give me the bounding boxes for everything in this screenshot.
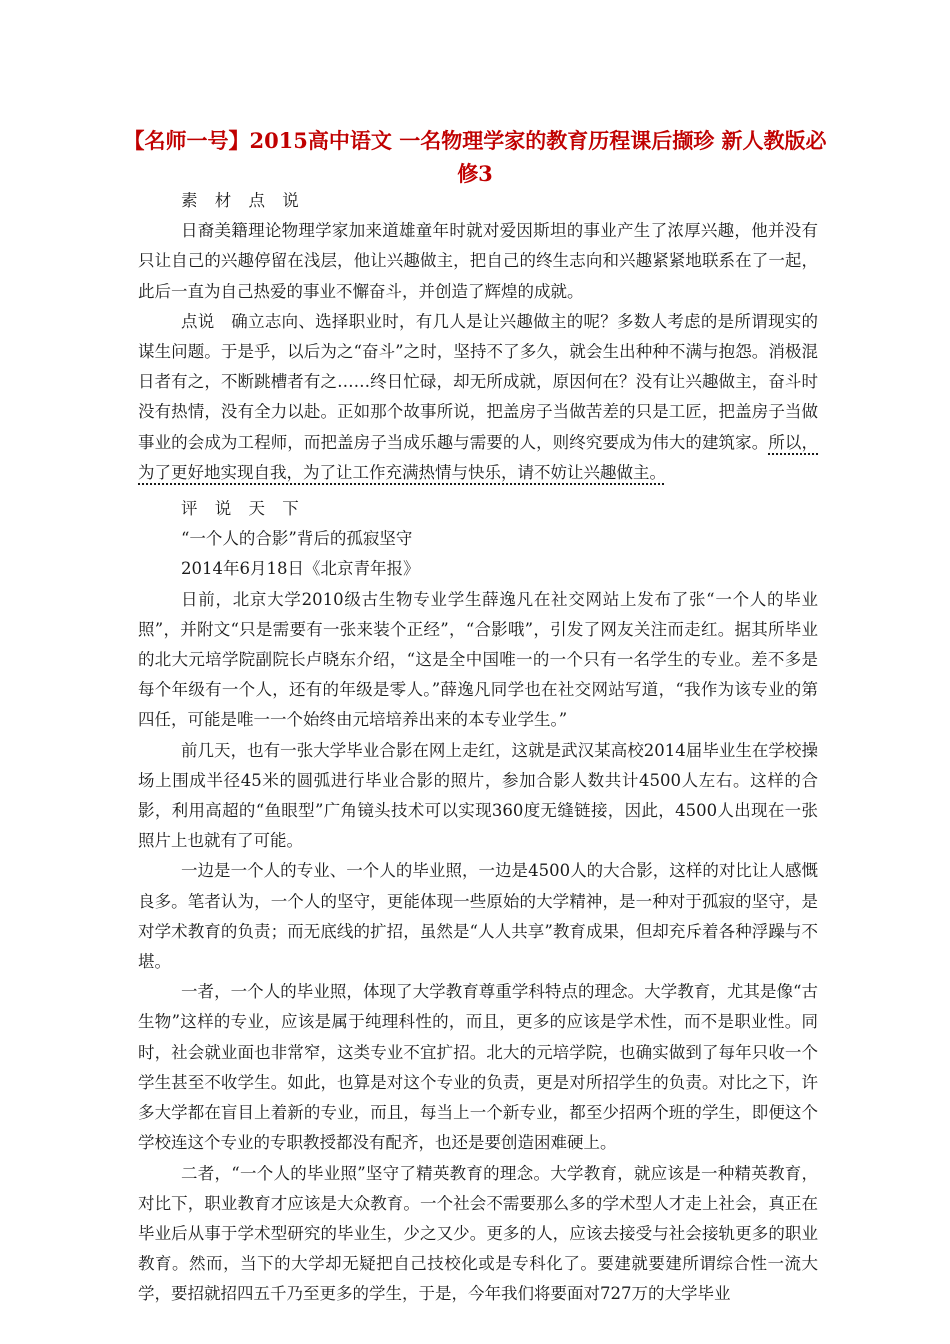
material-paragraph: 日裔美籍理论物理学家加来道雄童年时就对爱因斯坦的事业产生了浓厚兴趣，他并没有只让自己的兴趣停留在浅层，他让兴趣做主，把自己的终生志向和兴趣紧紧地联系在了一起，此后一直为自己热爱的事业不懈奋斗，并创造了辉煌的成就。 [138,221,818,301]
article-source: 2014年6月18日《北京青年报》 [181,559,420,579]
article-paragraph: 日前，北京大学2010级古生物专业学生薛逸凡在社交网站上发布了张“一个人的毕业照”，并附文“只是需要有一张来装个正经”，“合影哦”，引发了网友关注而走红。据其所毕业的北大元培学院副院长卢晓东介绍，“这是全中国唯一的一个只有一名学生的专业。差不多是每个年级有一个人，还有的年级是零人。”薛逸凡同学也在社交网站写道，“我作为该专业的第四任，可能是唯一一个始终由元培培养出来的本专业学生。” [138,589,818,730]
article-paragraph: 一边是一个人的专业、一个人的毕业照，一边是4500人的大合影，这样的对比让人感慨良多。笔者认为，一个人的坚守，更能体现一些原始的大学精神，是一种对于孤寂的坚守，是对学术教育的负责；而无底线的扩招，虽然是“人人共享”教育成果，但却充斥着各种浮躁与不堪。 [138,861,818,972]
article-paragraph: 二者，“一个人的毕业照”坚守了精英教育的理念。大学教育，就应该是一种精英教育，对比下，职业教育才应该是大众教育。一个社会不需要那么多的学术型人才走上社会，真正在毕业后从事于学术型研究的毕业生，少之又少。更多的人，应该去接受与社会接轨更多的职业教育。然而，当下的大学却无疑把自己技校化或是专科化了。要建就要建所谓综合性一流大学，要招就招四五千乃至更多的学生，于是，今年我们将要面对727万的大学毕业 [138,1163,818,1304]
commentary-text: 点说 确立志向、选择职业时，有几人是让兴趣做主的呢？多数人考虑的是所谓现实的谋生问题。于是乎，以后为之“奋斗”之时，坚持不了多久，就会生出种种不满与抱怨。消极混日者有之，不断跳槽者有之……终日忙碌，却无所成就，原因何在？没有让兴趣做主，奋斗时没有热情，没有全力以赴。正如那个故事所说，把盖房子当做苦差的只是工匠，把盖房子当做事业的会成为工程师，而把盖房子当成乐趣与需要的人，则终究要成为伟大的建筑家。 [138,311,818,452]
article-paragraph: 一者，一个人的毕业照，体现了大学教育尊重学科特点的理念。大学教育，尤其是像“古生物”这样的专业，应该是属于纯理科性的，而且，更多的应该是学术性，而不是职业性。同时，社会就业面也非常窄，这类专业不宜扩招。北大的元培学院，也确实做到了每年只收一个学生甚至不收学生。如此，也算是对这个专业的负责，更是对所招学生的负责。对比之下，许多大学都在盲目上着新的专业，而且，每当上一个新专业，都至少招两个班的学生，即便这个学校连这个专业的专职教授都没有配齐，也还是要创造困难硬上。 [138,982,818,1153]
document-title: 【名师一号】2015高中语文 一名物理学家的教育历程课后撷珍 新人教版必修3 [123,128,827,186]
commentary-emphasis: 所以，为了更好地实现自我，为了让工作充满热情与快乐，请不妨让兴趣做主。 [138,432,819,482]
article-paragraph: 前几天，也有一张大学毕业合影在网上走红，这就是武汉某高校2014届毕业生在学校操场上围成半径45米的圆弧进行毕业合影的照片，参加合影人数共计4500人左右。这样的合影，利用高超的“鱼眼型”广角镜头技术可以实现360度无缝链接，因此，4500人出现在一张照片上也就有了可能。 [138,740,818,851]
commentary-paragraph [138,307,818,488]
document-body [138,186,818,1310]
section-heading-material: 素 材 点 说 [181,191,305,210]
section-heading-review: 评 说 天 下 [181,499,305,519]
article-title: “一个人的合影”背后的孤寂坚守 [181,529,413,549]
